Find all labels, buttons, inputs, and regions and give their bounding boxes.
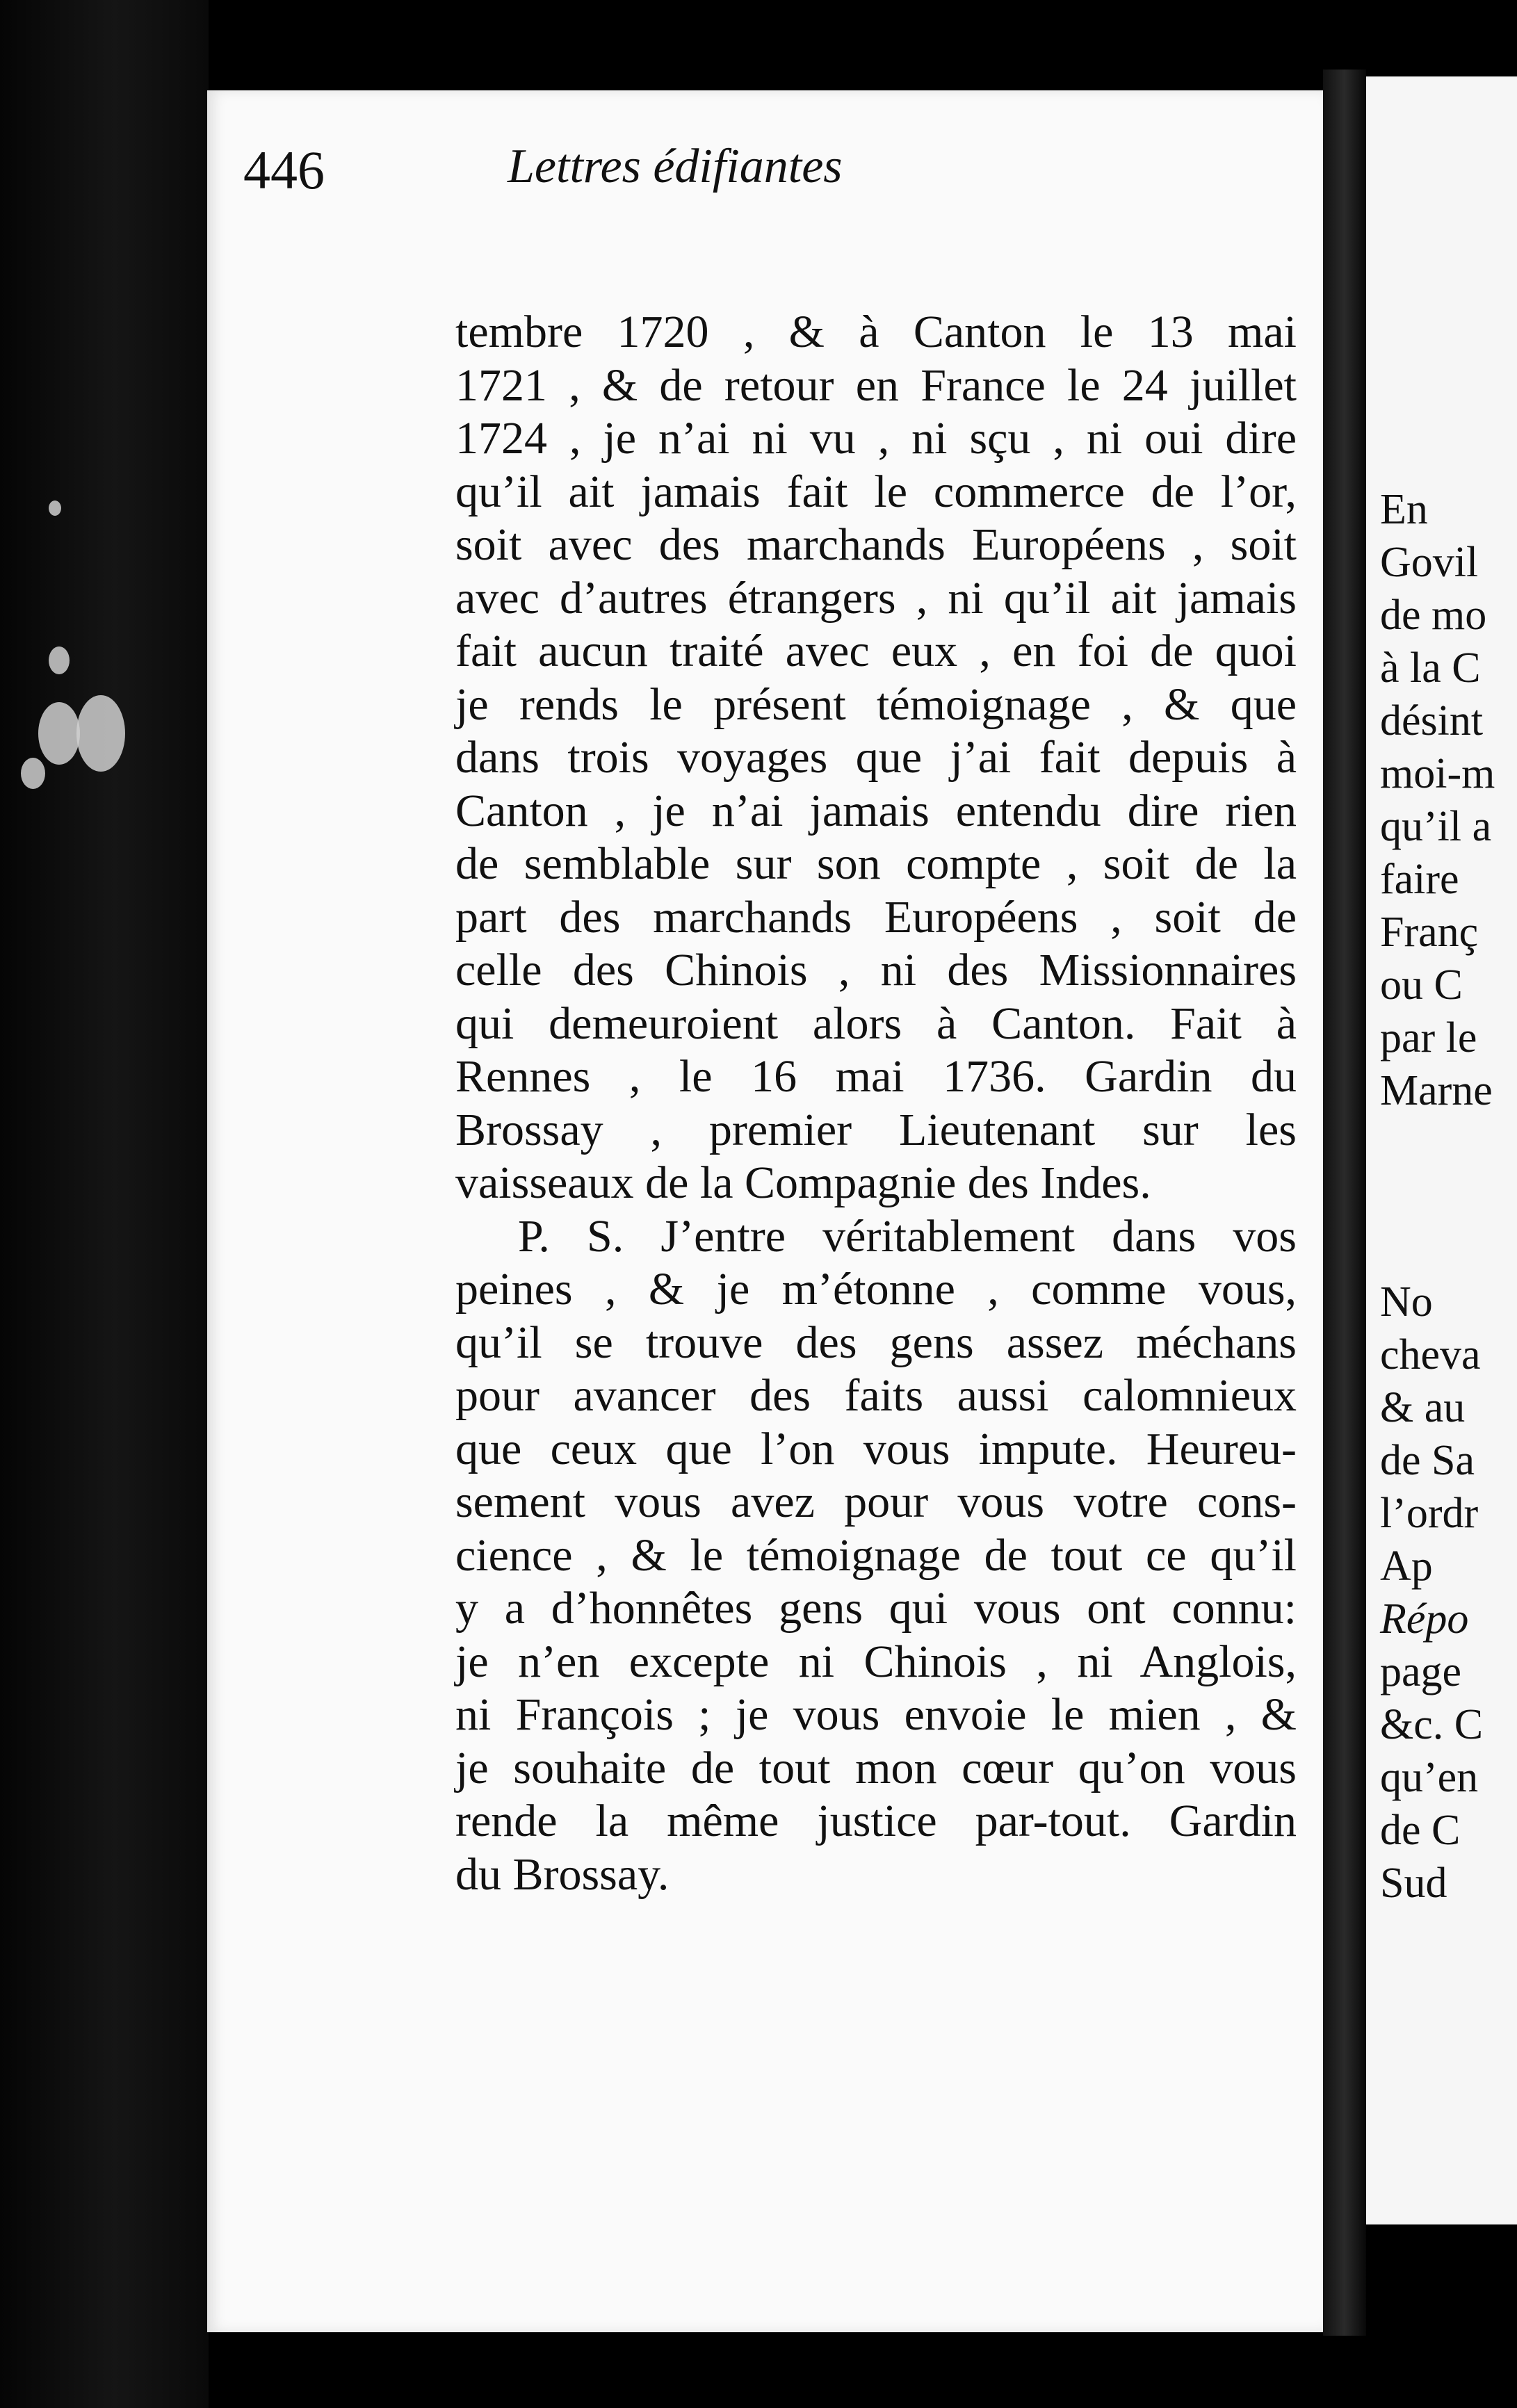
text-line: 1721 , & de retour en France le 24 juillet [455, 359, 1297, 411]
page-number: 446 [243, 140, 325, 200]
ps-line: je souhaite de tout mon cœur qu’on vous [455, 1742, 1297, 1793]
running-head [243, 139, 1008, 215]
ps-line: ni François ; je vous envoie le mien , & [455, 1689, 1297, 1740]
facing-line: Govil [1380, 539, 1479, 586]
text-line: 1724 , je n’ai ni vu , ni sçu , ni oui dire [455, 413, 1297, 464]
facing-line: Ap [1380, 1543, 1433, 1590]
text-line: de semblable sur son compte , soit de la [455, 838, 1297, 889]
facing-line: ou C [1380, 961, 1463, 1009]
ps-line: rende la même justice par-tout. Gardin [455, 1796, 1297, 1846]
text-line: qui demeuroient alors à Canton. Fait à [455, 998, 1297, 1049]
ps-line: peines , & je m’étonne , comme vous, [455, 1264, 1297, 1315]
text-line: celle des Chinois , ni des Missionnaires [455, 945, 1297, 995]
facing-line: cheva [1380, 1331, 1481, 1378]
facing-gap [1380, 1117, 1517, 1276]
ps-line: cience , & le témoignage de tout ce qu’il [455, 1529, 1297, 1581]
facing-line: qu’il a [1380, 803, 1492, 850]
text-line: vaisseaux de la Compagnie des Indes. [455, 1157, 1151, 1208]
facing-page-fragment [1366, 76, 1517, 2224]
facing-line: par le [1380, 1014, 1477, 1061]
facing-line: En [1380, 486, 1428, 533]
ps-line: je n’en excepte ni Chinois , ni Anglois, [455, 1636, 1297, 1687]
facing-page-text [1380, 483, 1517, 1910]
text-line: Brossay , premier Lieutenant sur les [455, 1104, 1297, 1155]
ps-line: sement vous avez pour vous votre cons- [455, 1476, 1297, 1527]
ps-line: y a d’honnêtes gens qui vous ont connu: [455, 1583, 1297, 1634]
facing-line: qu’en [1380, 1754, 1479, 1801]
running-title: Lettres édifiantes [508, 140, 843, 193]
ps-line: qu’il se trouve des gens assez méchans [455, 1317, 1297, 1368]
facing-line: moi-m [1380, 750, 1495, 797]
text-line: tembre 1720 , & à Canton le 13 mai [455, 307, 1297, 357]
facing-line: page [1380, 1648, 1462, 1695]
text-line: Canton , je n’ai jamais entendu dire rien [455, 785, 1297, 836]
body-text [455, 306, 1297, 1901]
spine-speck [49, 501, 61, 516]
text-line: je rends le présent témoignage , & que [455, 678, 1297, 730]
spine-speck [49, 646, 70, 674]
ps-line: pour avancer des faits aussi calomnieux [455, 1370, 1297, 1421]
text-line: soit avec des marchands Européens , soit [455, 519, 1297, 570]
facing-line: de C [1380, 1807, 1461, 1854]
facing-line: Marne [1380, 1067, 1493, 1114]
facing-line: l’ordr [1380, 1490, 1479, 1537]
facing-line: &c. C [1380, 1701, 1484, 1748]
facing-line: à la C [1380, 644, 1481, 692]
facing-line: faire [1380, 856, 1459, 903]
facing-line: Sud [1380, 1860, 1447, 1907]
text-line: Rennes , le 16 mai 1736. Gardin du [455, 1051, 1297, 1102]
spine-speck [21, 758, 45, 789]
book-gutter [1323, 70, 1366, 2336]
facing-line: Franç [1380, 909, 1479, 956]
text-line: dans trois voyages que j’ai fait depuis à [455, 732, 1297, 783]
text-line: fait aucun traité avec eux , en foi de quoi [455, 626, 1297, 676]
ps-line: que ceux que l’on vous impute. Heureu- [455, 1423, 1297, 1474]
ps-line: P. S. J’entre véritablement dans vos [518, 1210, 1297, 1262]
spine-speck [38, 702, 80, 765]
facing-line: & au [1380, 1384, 1466, 1431]
spine-speck [76, 695, 125, 772]
text-line: part des marchands Européens , soit de [455, 891, 1297, 943]
text-line: qu’il ait jamais fait le commerce de l’or, [455, 466, 1297, 517]
text-line: avec d’autres étrangers , ni qu’il ait jamais [455, 572, 1297, 624]
facing-line: Répo [1380, 1595, 1469, 1643]
facing-line: de mo [1380, 592, 1487, 639]
facing-line: désint [1380, 697, 1484, 745]
ps-line: du Brossay. [455, 1848, 670, 1900]
facing-line: No [1380, 1278, 1433, 1326]
facing-line: de Sa [1380, 1437, 1475, 1484]
book-binding-left [0, 0, 209, 2408]
